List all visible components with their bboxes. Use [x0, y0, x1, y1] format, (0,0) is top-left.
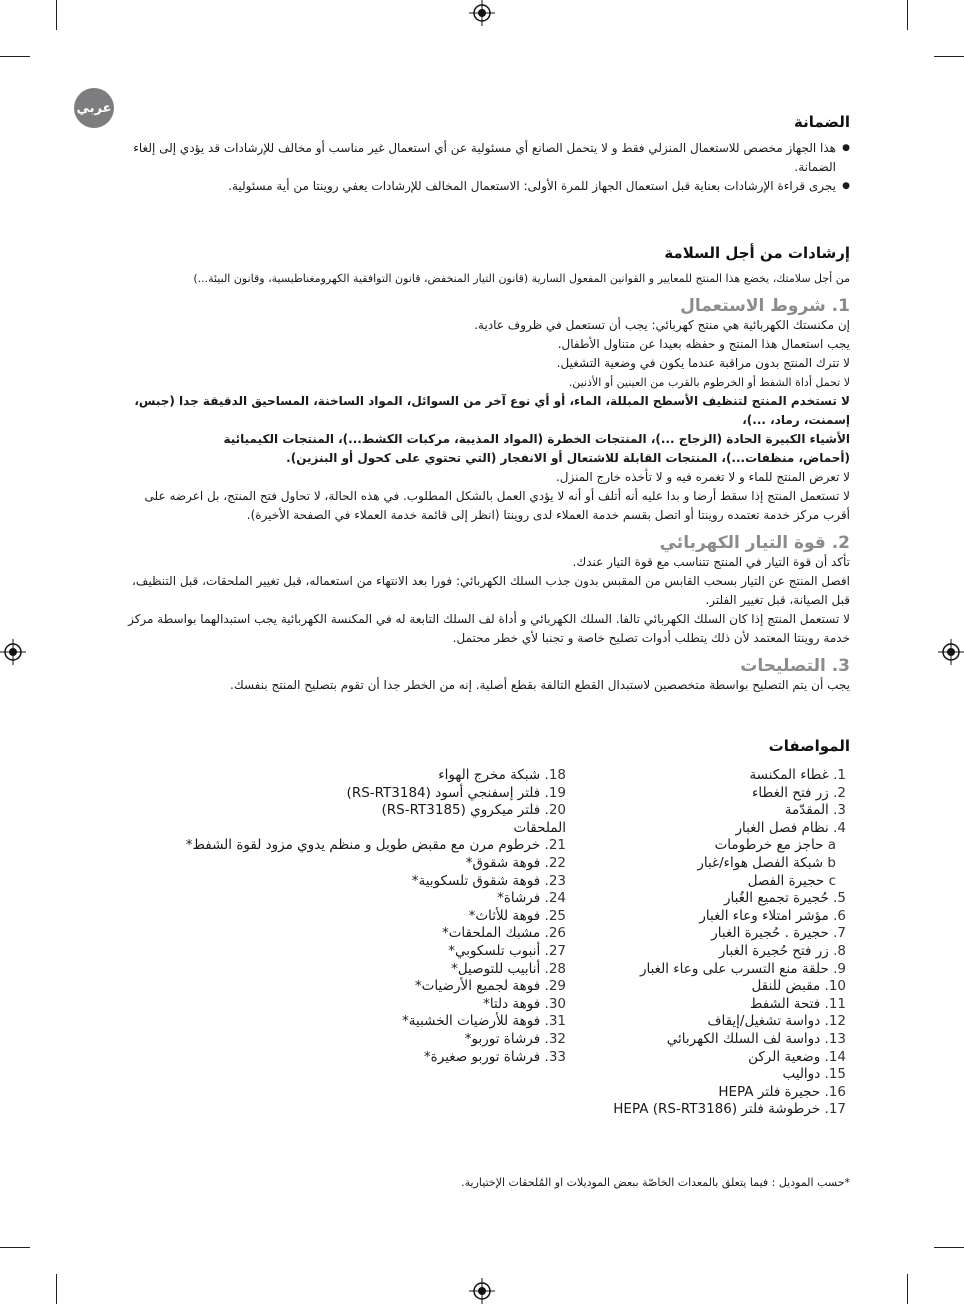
list-item: 30. فوهة دلتا*: [483, 995, 566, 1012]
list-item: 7. حجيرة . حُجيرة الغبار: [711, 925, 846, 942]
section-bold-line: (أحماض، منظفات...)، المنتجات القابلة للاشتعال أو الانفجار (التي تحتوي على كحول أو البنزين).: [286, 451, 850, 465]
list-item: 14. وضعية الركن: [748, 1048, 846, 1065]
list-item: 22. فوهة شقوق*: [465, 854, 566, 871]
list-item: 33. فرشاة توربو صغيرة*: [423, 1048, 566, 1065]
warranty-bullet: ● يجرى قراءة الإرشادات بعناية قبل استعمال الجهاز للمرة الأولى: الاستعمال المخالف للإرشادات يعفي روينتا من أية مسئولية.: [118, 177, 850, 196]
crop-mark: [907, 0, 908, 30]
list-item: 5. حُجيرة تجميع الغُبار: [723, 890, 846, 907]
section-line: لا تستعمل المنتج إذا كان السلك الكهربائي تالفا. السلك الكهربائي و أداة لف السلك التابعة له في المكنسة الكهربائية يجب استبدالهما بواسطة مركز خدمة روينتا المعتمد لأن ذلك يتطلب أدوات تصليح خاصة و تجنبا لأي خطر محتمل.: [128, 612, 850, 645]
warranty-title: الضمانة: [794, 113, 850, 131]
footnote: *حسب الموديل : فيما يتعلق بالمعدات الخاصّة ببعض الموديلات او المُلحقات الإختيارية.: [461, 1176, 850, 1189]
warranty-section: [118, 113, 850, 196]
warranty-bullet: ● هذا الجهاز مخصص للاستعمال المنزلي فقط و لا يتحمل الصانع أي مسئولية عن أي استعمال غير مناسب أو مخالف للإرشادات قد يؤدي إلى إلغاء الضمانة.: [118, 139, 850, 177]
section-heading-power: 2. قوة التيار الكهربائي: [659, 533, 850, 553]
language-badge: عربي: [74, 88, 114, 128]
list-item: 31. فوهة للأرضيات الخشبية*: [402, 1013, 566, 1030]
list-item: 20. فلتر ميكروي (RS-RT3185): [381, 802, 566, 819]
list-item: 4. نظام فصل الغبار: [735, 819, 846, 836]
list-item: 15. دواليب: [782, 1066, 846, 1083]
list-item: 21. خرطوم مرن مع مقبض طويل و منظم يدوي مزود لقوة الشفط*: [185, 837, 566, 854]
section-bold-line: لا تستخدم المنتج لتنظيف الأسطح المبللة، الماء، أو أي نوع آخر من السوائل، المواد الساخنة، المساحيق الدقيقة جدا (جبس، إسمنت، رماد، ...)،: [134, 394, 850, 427]
section-line: افصل المنتج عن التيار بسحب القابس من المقبس بدون جذب السلك الكهربائي: فورا بعد الانتهاء من استعماله، قبل تغيير الملحقات، قبل التنظيف، قبل الصيانة، قبل تغيير الفلتر.: [132, 574, 850, 607]
list-item: 12. دواسة تشغيل/إيقاف: [707, 1013, 846, 1030]
section-line: لا تترك المنتج بدون مراقبة عندما يكون في وضعية التشغيل.: [556, 356, 850, 370]
crop-mark: [56, 0, 57, 30]
list-item: 18. شبكة مخرج الهواء: [438, 767, 566, 783]
section-line: لا تستعمل المنتج إذا سقط أرضا و بدا عليه أنه أتلف أو أنه لا يؤدي العمل بالشكل المطلوب. في هذه الحالة، لا تحاول فتح المنتج، بل اعرضه على أقرب مركز خدمة تعتمده روينتا أو اتصل بقسم خدمة العملاء لدى روينتا (انظر إلى قائمة خدمة العملاء في الصفحة الأخيرة).: [144, 489, 850, 522]
accessories-title: الملحقات: [513, 819, 566, 836]
section-line: تأكد أن قوة التيار في المنتج تتناسب مع قوة التيار عندك.: [572, 555, 850, 569]
list-item: 16. حجيرة فلتر HEPA: [718, 1083, 846, 1100]
section-line: يجب استعمال هذا المنتج و حفظه بعيدا عن متناول الأطفال.: [557, 337, 850, 351]
list-item: 19. فلتر إسفنجي أسود (RS-RT3184): [346, 784, 566, 801]
parts-section: [118, 737, 850, 755]
section-line: يجب أن يتم التصليح بواسطة متخصصين لاستبدال القطع التالفة بقطع أصلية. إنه من الخطر جدا أن تقوم بتصليح المنتج بنفسك.: [230, 678, 850, 692]
crop-mark: [934, 56, 964, 57]
parts-list-left: [186, 767, 566, 1066]
section-line: لا تحمل أداة الشفط أو الخرطوم بالقرب من العينين أو الأذنين.: [568, 376, 850, 389]
list-item: 10. مقبض للنقل: [751, 978, 846, 995]
list-item: 2. زر فتح الغطاء: [752, 784, 846, 801]
list-item: 25. فوهة للأثاث*: [468, 907, 566, 924]
crop-mark: [0, 1247, 30, 1248]
list-item: a حاجز مع خرطومات: [714, 837, 836, 854]
safety-section: [118, 244, 850, 695]
section-heading-conditions: 1. شروط الاستعمال: [680, 296, 850, 316]
list-item: 28. أنابيب للتوصيل*: [451, 960, 566, 977]
list-item: 17. خرطوشة فلتر HEPA (RS-RT3186): [613, 1101, 846, 1118]
section-line: إن مكنستك الكهربائية هي منتج كهربائي: يجب أن تستعمل في ظروف عادية.: [474, 318, 850, 332]
registration-mark-icon: [469, 0, 495, 26]
registration-mark-icon: [469, 1278, 495, 1304]
list-item: 26. مشبك الملحقات*: [441, 925, 566, 942]
crop-mark: [934, 1247, 964, 1248]
list-item: 1. غطاء المكنسة: [749, 767, 846, 783]
section-line: لا تعرض المنتج للماء و لا تغمره فيه و لا تأخذه خارج المنزل.: [555, 470, 850, 484]
registration-mark-icon: [938, 639, 964, 665]
registration-mark-icon: [0, 639, 26, 665]
list-item: 29. فوهة لجميع الأرضيات*: [414, 978, 566, 995]
list-item: 11. فتحة الشفط: [749, 995, 846, 1012]
list-item: 6. مؤشر امتلاء وعاء الغبار: [699, 907, 846, 924]
list-item: 9. حلقة منع التسرب على وعاء الغبار: [639, 960, 846, 977]
parts-title: المواصفات: [768, 737, 850, 755]
parts-list-right: [613, 767, 846, 1119]
section-bold-line: الأشياء الكبيرة الحادة (الزجاج ...)، المنتجات الخطرة (المواد المذيبة، مركبات الكشط...)، المنتجات الكيميائية: [223, 432, 850, 446]
section-heading-repairs: 3. التصليحات: [740, 656, 850, 676]
list-item: 8. زر فتح حُجيرة الغبار: [718, 942, 846, 959]
crop-mark: [0, 56, 30, 57]
crop-mark: [907, 1274, 908, 1304]
safety-intro: من أجل سلامتك، يخضع هذا المنتج للمعايير و القوانين المفعول السارية (قانون التيار المنخفض، قانون التوافقية الكهرومغناطيسية، وقانون البيئة...): [193, 272, 850, 285]
list-item: b شبكة الفصل هواء/غبار: [697, 854, 836, 871]
list-item: c حجيرة الفصل: [747, 872, 836, 889]
list-item: 24. فرشاة*: [497, 890, 566, 907]
crop-mark: [56, 1274, 57, 1304]
list-item: 13. دواسة لف السلك الكهربائي: [666, 1030, 846, 1047]
list-item: 3. المقدّمة: [784, 802, 846, 819]
safety-title: إرشادات من أجل السلامة: [664, 244, 850, 262]
list-item: 27. أنبوب تلسكوبي*: [448, 942, 566, 959]
list-item: 23. فوهة شقوق تلسكوبية*: [411, 872, 566, 889]
list-item: 32. فرشاة توربو*: [464, 1030, 566, 1047]
